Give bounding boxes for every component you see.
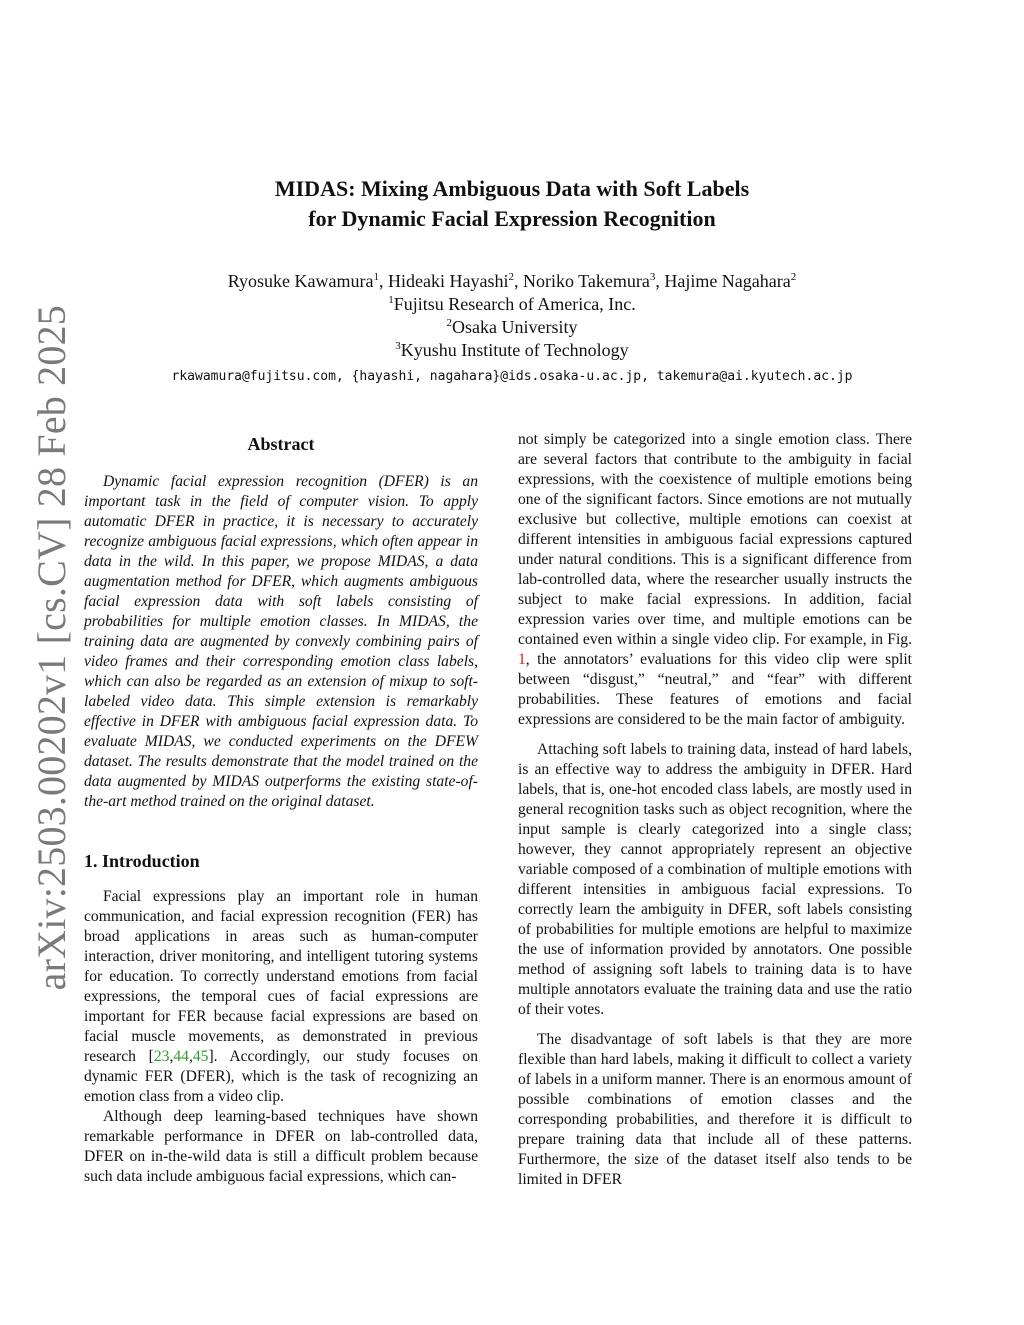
author-name: Ryosuke Kawamura: [227, 271, 374, 291]
affiliation-name: Fujitsu Research of America, Inc.: [393, 294, 636, 314]
author-separator: ,: [513, 271, 523, 291]
author-block: [0, 270, 1024, 362]
affiliation-number: 2: [446, 317, 452, 329]
title-line-1: MIDAS: Mixing Ambiguous Data with Soft Labels: [274, 176, 750, 201]
right-paragraph-1: [518, 430, 912, 730]
arxiv-identifier-text: arXiv:2503.00202v1 [cs.CV] 28 Feb 2025: [28, 304, 74, 991]
paragraph-text: not simply be categorized into a single emotion class. There are several factors that contribute to the ambiguity in facial expressions, with the coexistence of multiple emotions being one of the significant factors. Since emotions are not mutually exclusive but collective, multiple emotions can coexist at different intensities in ambiguous facial expressions captured under natural conditions. This is a significant difference from lab-controlled data, where the researcher usually instructs the subject to make facial expressions. In addition, facial expression varies over time, and multiple emotions can be contained even within a single video clip. For example, in Fig.: [518, 431, 912, 648]
author-separator: ,: [655, 271, 665, 291]
affiliation: [0, 316, 1024, 339]
affiliation-name: Osaka University: [452, 317, 578, 337]
abstract-text: Dynamic facial expression recognition (DFER) is an important task in the field of computer vision. To apply automatic DFER in practice, it is necessary to accurately recognize ambiguous facial expressions, which often appear in data in the wild. In this paper, we propose MIDAS, a data augmentation method for DFER, which augments ambiguous facial expression data with soft labels consisting of probabilities for multiple emotion classes. In MIDAS, the training data are augmented by convexly combining pairs of video frames and their corresponding emotion class labels, which can also be regarded as an extension of mixup to soft-labeled video data. This simple extension is remarkably effective in DFER with ambiguous facial expression data. To evaluate MIDAS, we conducted experiments on the DFEW dataset. The results demonstrate that the model trained on the data augmented by MIDAS outperforms the existing state-of-the-art method trained on the original dataset.: [84, 473, 478, 810]
paragraph-text: ]. Accordingly, our study focuses on dynamic FER (DFER), which is the task of recognizing an emotion class from a video clip.: [84, 1048, 478, 1105]
affiliation: [0, 293, 1024, 316]
author-emails: rkawamura@fujitsu.com, {hayashi, nagahara}@ids.osaka-u.ac.jp, takemura@ai.kyutech.ac.jp: [171, 369, 853, 384]
citation-link[interactable]: 45: [192, 1048, 209, 1065]
right-paragraph-2: Attaching soft labels to training data, instead of hard labels, is an effective way to address the ambiguity in DFER. Hard labels, that is, one-hot encoded class labels, are mostly used in general recognition tasks such as object recognition, where the input sample is clearly categorized into a single class; however, they cannot appropriately represent an objective variable composed of a combination of multiple emotions with different intensities in ambiguous facial expressions. To correctly learn the ambiguity in DFER, soft labels consisting of probabilities for multiple emotions are helpful to maximize the use of information provided by annotators. One possible method of assigning soft labels to training data is to have multiple annotators evaluate the training data and use the ratio of their votes.: [518, 741, 912, 1018]
author-name: Hideaki Hayashi: [387, 271, 509, 291]
citation-link[interactable]: 23: [153, 1048, 170, 1065]
affiliation-name: Kyushu Institute of Technology: [400, 340, 629, 360]
author-affiliation-mark: 2: [508, 271, 514, 283]
author-affiliation-mark: 2: [790, 271, 797, 283]
left-column: [84, 430, 478, 1187]
introduction-heading: 1. Introduction: [84, 851, 200, 871]
paragraph-text: , the annotators’ evaluations for this video clip were split between “disgust,” “neutral,” and “fear” with different probabilities. These features of emotions and facial expressions are considered to be the main factor of ambiguity.: [518, 651, 912, 728]
author-name: Noriko Takemura: [522, 271, 650, 291]
arxiv-identifier: [26, 304, 76, 991]
author-list: [0, 270, 1024, 293]
affiliation-number: 1: [388, 294, 394, 306]
figure-reference-link[interactable]: 1: [518, 651, 526, 668]
paper-title: [0, 174, 1024, 234]
abstract-heading: Abstract: [247, 434, 315, 454]
author-affiliation-mark: 3: [649, 271, 656, 283]
author-separator: ,: [378, 271, 388, 291]
intro-paragraph-2: Although deep learning-based techniques have shown remarkable performance in DFER on lab-controlled data, DFER on in-the-wild data is still a difficult problem because such data include ambiguous facial expressions, which can-: [84, 1108, 478, 1185]
right-column: [518, 430, 912, 1190]
right-paragraph-3: The disadvantage of soft labels is that they are more flexible than hard labels, making it difficult to collect a variety of labels in a uniform manner. There is an enormous amount of possible combinations of emotion classes and the corresponding probabilities, and therefore it is difficult to prepare training data that include all of these patterns. Furthermore, the size of the dataset itself also tends to be limited in DFER: [518, 1031, 912, 1188]
affiliation: [0, 339, 1024, 362]
citation-link[interactable]: 44: [173, 1048, 189, 1065]
affiliation-number: 3: [395, 340, 401, 352]
intro-paragraph-1: Facial expressions play an important role in human communication, and facial expression recognition (FER) has broad applications in areas such as human-computer interaction, driver monitoring, and intelligent tutoring systems for education. To correctly understand emotions from facial expressions, the temporal cues of facial expressions are important for FER because facial expressions are based on facial muscle movements, as demonstrated in previous research [23,44,45]. Accordingly, our study focuses on dynamic FER (DFER), which is the task of recognizing an emotion class from a video clip.: [84, 888, 478, 1105]
title-line-2: for Dynamic Facial Expression Recognition: [308, 206, 716, 231]
paragraph-text: Facial expressions play an important role in human communication, and facial expression recognition (FER) has broad applications in areas such as human-computer interaction, driver monitoring, and intelligent tutoring systems for education. To correctly understand emotions from facial expressions, the temporal cues of facial expressions are important for FER because facial expressions are based on facial muscle movements, as demonstrated in previous research [: [84, 888, 478, 1065]
author-name: Hajime Nagahara: [664, 271, 791, 291]
author-affiliation-mark: 1: [373, 271, 379, 283]
